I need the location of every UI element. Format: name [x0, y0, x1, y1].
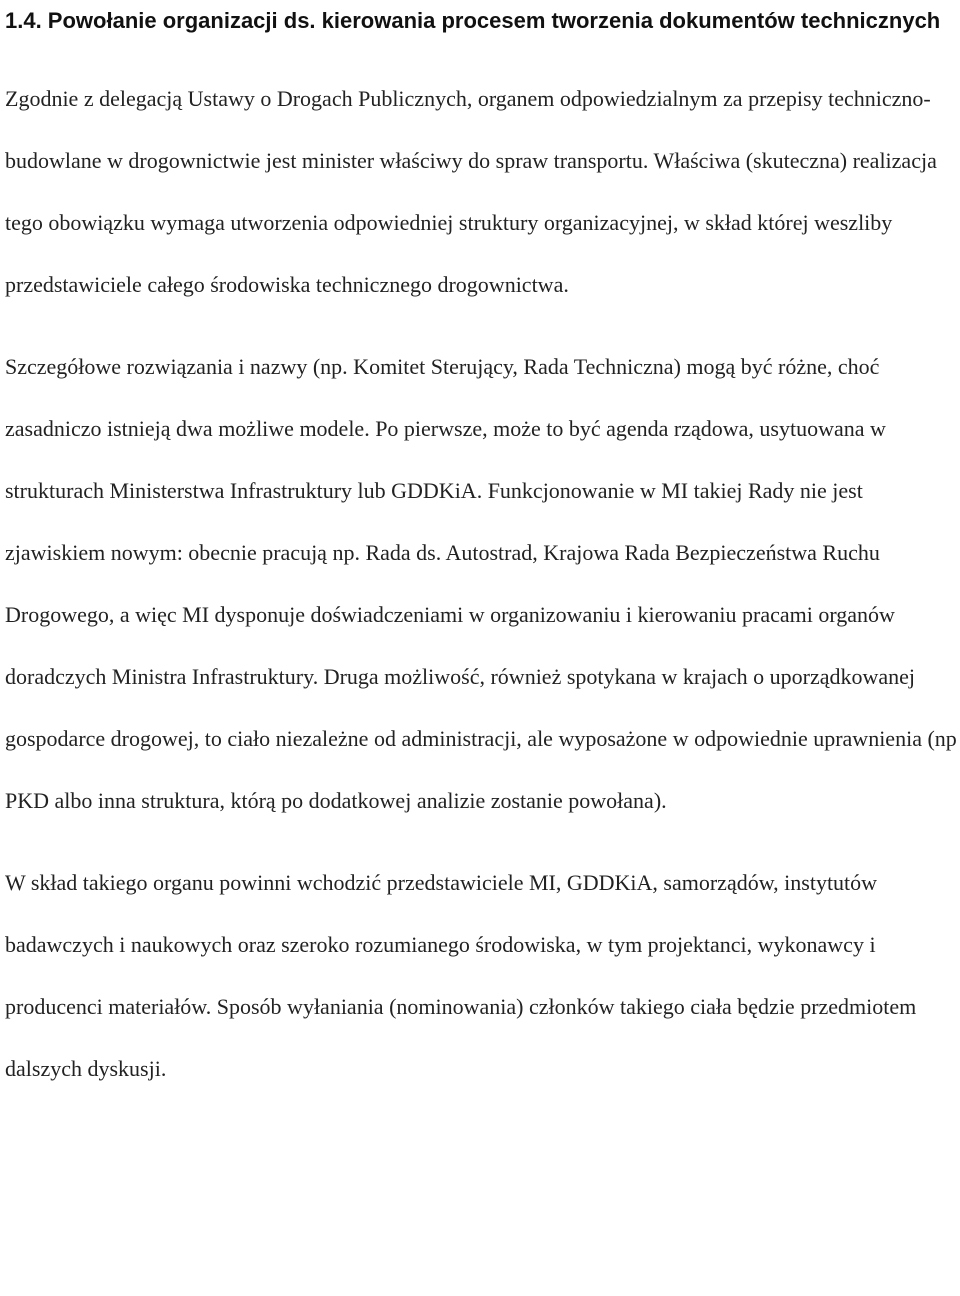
paragraph-legal-basis: Zgodnie z delegacją Ustawy o Drogach Publicznych, organem odpowiedzialnym za przepisy techniczno-budowlane w drogownictwie jest minister właściwy do spraw transportu. Właściwa (skuteczna) realizacja tego obowiązku wymaga utworzenia odpowiedniej struktury organizacyjnej, w skład której weszliby przedstawiciele całego środowiska technicznego drogownictwa. [5, 86, 937, 297]
paragraph-composition: W skład takiego organu powinni wchodzić przedstawiciele MI, GDDKiA, samorządów, instytutów badawczych i naukowych oraz szeroko rozumianego środowiska, w tym projektanci, wykonawcy i producenci materiałów. Sposób wyłaniania (nominowania) członków takiego ciała będzie przedmiotem dalszych dyskusji. [5, 870, 917, 1081]
paragraph-organizational-models: Szczegółowe rozwiązania i nazwy (np. Komitet Sterujący, Rada Techniczna) mogą być różne, choć zasadniczo istnieją dwa możliwe modele. Po pierwsze, może to być agenda rządowa, usytuowana w strukturach Ministerstwa Infrastruktury lub GDDKiA. Funkcjonowanie w MI takiej Rady nie jest zjawiskiem nowym: obecnie pracują np. Rada ds. Autostrad, Krajowa Rada Bezpieczeństwa Ruchu Drogowego, a więc MI dysponuje doświadczeniami w organizowaniu i kierowaniu pracami organów doradczych Ministra Infrastruktury. Druga możliwość, również spotykana w krajach o uporządkowanej gospodarce drogowej, to ciało niezależne od administracji, ale wyposażone w odpowiednie uprawnienia (np PKD albo inna struktura, którą po dodatkowej analizie zostanie powołana). [5, 354, 957, 813]
section-heading: 1.4. Powołanie organizacji ds. kierowania procesem tworzenia dokumentów technicznych [5, 8, 941, 33]
document-page [5, 0, 957, 1100]
